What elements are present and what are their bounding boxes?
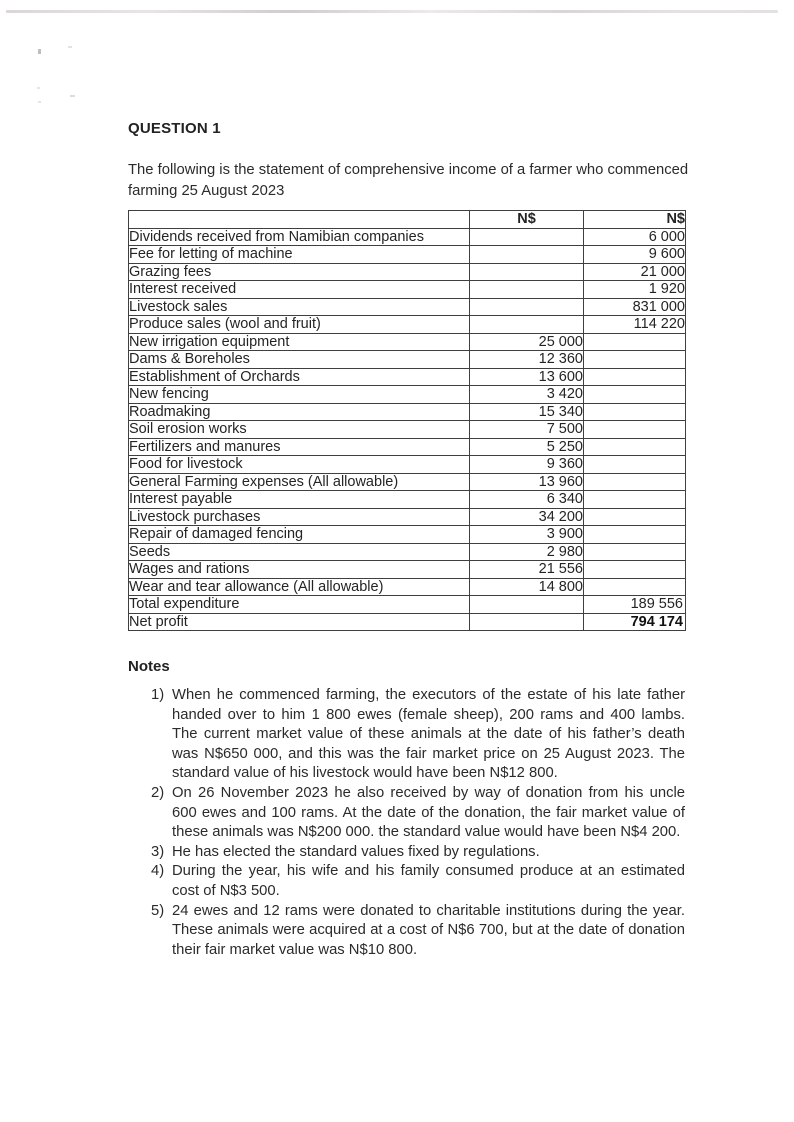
- row-expense-value: 25 000: [470, 333, 584, 351]
- table-row: [129, 438, 686, 456]
- note-number: 1): [151, 687, 165, 703]
- row-label: General Farming expenses (All allowable): [129, 473, 470, 491]
- note-number: 5): [151, 902, 165, 919]
- table-header-row: [129, 211, 686, 229]
- row-expense-value: 7 500: [470, 421, 584, 439]
- table-row: [129, 228, 686, 246]
- income-statement-table: [128, 210, 686, 631]
- table-row: [129, 386, 686, 404]
- row-income-value: [584, 421, 686, 439]
- row-label: Repair of damaged fencing: [129, 526, 470, 544]
- scan-artifact-speck: [68, 46, 72, 48]
- note-item: [151, 686, 685, 784]
- row-label: Interest received: [129, 281, 470, 299]
- row-label: Total expenditure: [129, 596, 470, 614]
- row-label: Dividends received from Namibian companies: [129, 228, 470, 246]
- scan-artifact-top: [6, 10, 778, 13]
- table-row: [129, 526, 686, 544]
- row-label: Produce sales (wool and fruit): [129, 316, 470, 334]
- note-number: 3): [151, 843, 165, 860]
- row-label: Net profit: [129, 613, 470, 631]
- note-item: [151, 862, 685, 901]
- row-label: New irrigation equipment: [129, 333, 470, 351]
- row-label: Fee for letting of machine: [129, 246, 470, 264]
- question-title: QUESTION 1: [128, 120, 221, 137]
- row-label: Roadmaking: [129, 403, 470, 421]
- note-number: 4): [151, 863, 165, 880]
- row-expense-value: 3 420: [470, 386, 584, 404]
- table-row: [129, 351, 686, 369]
- table-row: [129, 561, 686, 579]
- row-expense-value: [470, 263, 584, 281]
- table-row: [129, 613, 686, 631]
- table-row: [129, 421, 686, 439]
- row-label: Wages and rations: [129, 561, 470, 579]
- row-label: Livestock sales: [129, 298, 470, 316]
- row-income-value: [584, 526, 686, 544]
- row-income-value: 831 000: [584, 298, 686, 316]
- note-text: When he commenced farming, the executors of the estate of his late father handed over to him 1 800 ewes (female sheep), 200 rams and 400 lambs. The current market value of these animals at the date of his father’s death was N$650 000, and this was the fair market price on 25 August 2023. The standard value of his livestock would have been N$12 800.: [172, 687, 685, 782]
- intro-paragraph: The following is the statement of comprehensive income of a farmer who commenced farming 25 August 2023: [128, 162, 689, 199]
- table-row: [129, 333, 686, 351]
- row-expense-value: 13 600: [470, 368, 584, 386]
- income-statement-body: [129, 228, 686, 631]
- notes-list: [151, 686, 685, 960]
- note-item: [151, 843, 685, 863]
- header-currency-income: N$: [584, 211, 686, 229]
- row-expense-value: [470, 228, 584, 246]
- row-income-value: [584, 508, 686, 526]
- scan-artifact-speck: [37, 87, 40, 89]
- scan-artifact-speck: [38, 49, 41, 54]
- table-row: [129, 246, 686, 264]
- emphasized-amount: 794 174: [605, 614, 685, 631]
- row-income-value: [584, 351, 686, 369]
- scan-artifact-speck: [38, 101, 41, 103]
- row-expense-value: [470, 298, 584, 316]
- row-income-value: [584, 561, 686, 579]
- row-income-value: [584, 578, 686, 596]
- row-income-value: [584, 456, 686, 474]
- note-item: [151, 902, 685, 961]
- table-row: [129, 263, 686, 281]
- row-expense-value: 34 200: [470, 508, 584, 526]
- row-income-value: 6 000: [584, 228, 686, 246]
- table-row: [129, 578, 686, 596]
- row-label: New fencing: [129, 386, 470, 404]
- header-currency-expense: N$: [470, 211, 584, 229]
- row-income-value: [584, 368, 686, 386]
- row-label: Livestock purchases: [129, 508, 470, 526]
- row-income-value: 114 220: [584, 316, 686, 334]
- row-expense-value: [470, 316, 584, 334]
- table-row: [129, 473, 686, 491]
- note-text: He has elected the standard values fixed by regulations.: [172, 843, 540, 860]
- row-income-value: [584, 613, 686, 631]
- row-label: Seeds: [129, 543, 470, 561]
- row-label: Wear and tear allowance (All allowable): [129, 578, 470, 596]
- notes-heading: Notes: [128, 658, 170, 675]
- row-expense-value: [470, 613, 584, 631]
- row-expense-value: [470, 596, 584, 614]
- row-expense-value: 2 980: [470, 543, 584, 561]
- note-text: On 26 November 2023 he also received by way of donation from his uncle 600 ewes and 100 rams. At the date of the donation, the fair market value of these animals was N$200 000. the standard value would have been N$4 200.: [172, 784, 685, 841]
- note-item: [151, 784, 685, 843]
- row-expense-value: 21 556: [470, 561, 584, 579]
- row-expense-value: 6 340: [470, 491, 584, 509]
- note-text: 24 ewes and 12 rams were donated to charitable institutions during the year. These animals were acquired at a cost of N$6 700, but at the date of donation their fair market value was N$10 800.: [172, 902, 685, 958]
- row-income-value: 21 000: [584, 263, 686, 281]
- row-income-value: [584, 438, 686, 456]
- row-expense-value: 13 960: [470, 473, 584, 491]
- emphasized-amount: 189 556: [628, 596, 685, 613]
- row-label: Establishment of Orchards: [129, 368, 470, 386]
- row-expense-value: 5 250: [470, 438, 584, 456]
- table-row: [129, 508, 686, 526]
- row-expense-value: 12 360: [470, 351, 584, 369]
- row-label: Dams & Boreholes: [129, 351, 470, 369]
- row-expense-value: 9 360: [470, 456, 584, 474]
- table-row: [129, 403, 686, 421]
- table-row: [129, 368, 686, 386]
- row-expense-value: 15 340: [470, 403, 584, 421]
- row-income-value: 1 920: [584, 281, 686, 299]
- row-label: Soil erosion works: [129, 421, 470, 439]
- header-empty-cell: [129, 211, 470, 229]
- table-row: [129, 316, 686, 334]
- row-income-value: [584, 543, 686, 561]
- row-income-value: [584, 386, 686, 404]
- note-number: 2): [151, 784, 165, 801]
- row-label: Grazing fees: [129, 263, 470, 281]
- scan-artifact-speck: [70, 95, 75, 97]
- note-text: During the year, his wife and his family consumed produce at an estimated cost of N$3 500.: [172, 863, 685, 899]
- row-label: Interest payable: [129, 491, 470, 509]
- row-label: Food for livestock: [129, 456, 470, 474]
- row-income-value: [584, 333, 686, 351]
- row-expense-value: 14 800: [470, 578, 584, 596]
- table-row: [129, 491, 686, 509]
- row-expense-value: [470, 246, 584, 264]
- table-row: [129, 298, 686, 316]
- table-row: [129, 456, 686, 474]
- row-income-value: 9 600: [584, 246, 686, 264]
- table-row: [129, 281, 686, 299]
- table-row: [129, 543, 686, 561]
- row-expense-value: [470, 281, 584, 299]
- row-income-value: [584, 491, 686, 509]
- row-income-value: [584, 403, 686, 421]
- row-income-value: [584, 596, 686, 614]
- row-label: Fertilizers and manures: [129, 438, 470, 456]
- row-expense-value: 3 900: [470, 526, 584, 544]
- row-income-value: [584, 473, 686, 491]
- table-row: [129, 596, 686, 614]
